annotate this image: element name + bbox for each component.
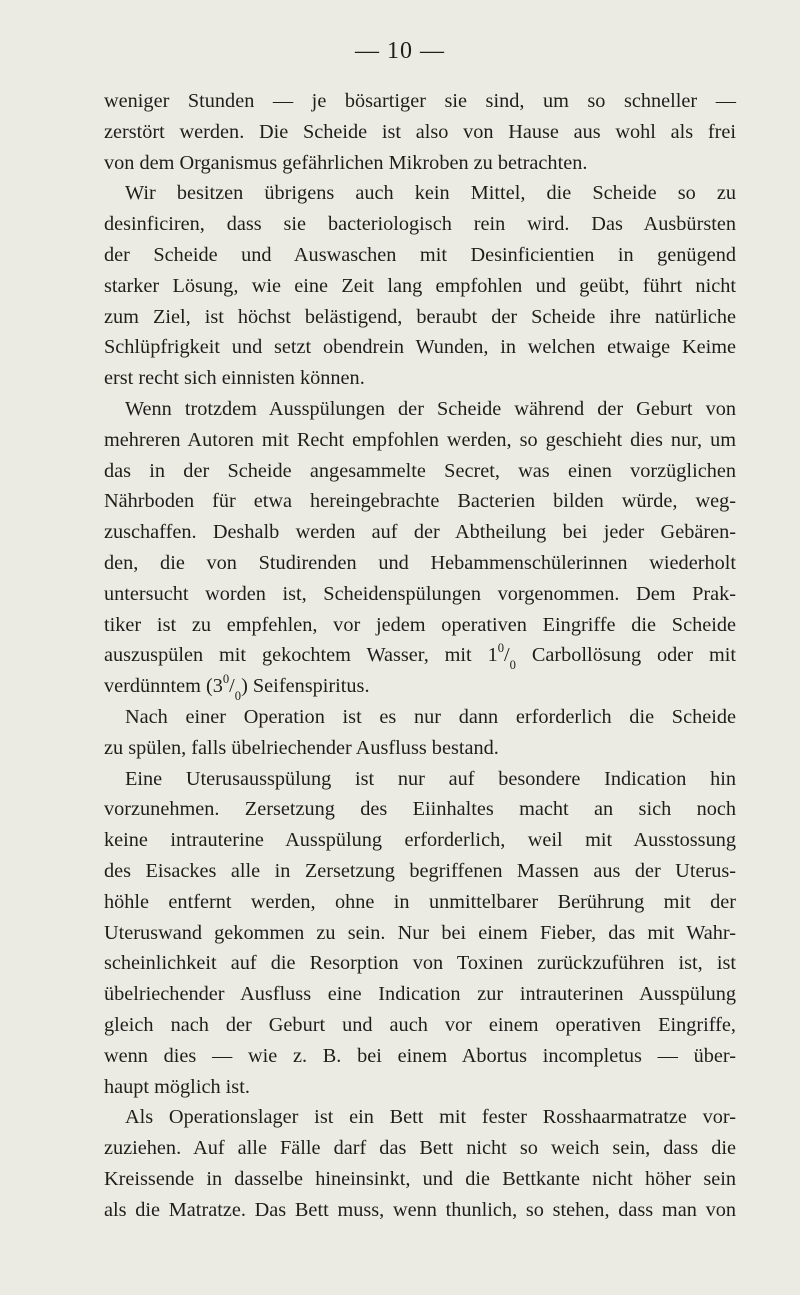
text-line: Kreissende in dasselbe hineinsinkt, und die Bettkante nicht höher sein (104, 1167, 736, 1190)
text-line: übelriechender Ausfluss eine Indication zur intrauterinen Ausspülung (104, 983, 736, 1006)
text-line: Eine Uterusausspülung ist nur auf besondere Indication hin (125, 767, 736, 790)
text-line: Schlüpfrigkeit und setzt obendrein Wunden, in welchen etwaige Keime (104, 336, 736, 359)
page-number: — 10 — (355, 38, 445, 64)
percent-sub: 0 (234, 688, 242, 703)
percent-slash: / (504, 644, 510, 667)
text-fragment: auszuspülen mit gekochtem Wasser, mit 1 (104, 644, 498, 667)
percent-sub: 0 (509, 657, 516, 672)
text-line-percent-2 (104, 671, 736, 702)
text-line: zerstört werden. Die Scheide ist also von Hause aus wohl als frei (104, 120, 736, 143)
text-line: Wenn trotzdem Ausspülungen der Scheide während der Geburt von (125, 397, 736, 420)
text-line: höhle entfernt werden, ohne in unmittelbarer Berührung mit der (104, 890, 736, 913)
percent-sup: 0 (497, 640, 505, 655)
text-fragment: Carbollösung oder mit (515, 644, 736, 667)
text-line: haupt möglich ist. (104, 1075, 250, 1098)
text-fragment: verdünntem (3 (104, 675, 223, 698)
text-line: zuziehen. Auf alle Fälle darf das Bett nicht so weich sein, dass die (104, 1137, 736, 1160)
text-line: von dem Organismus gefährlichen Mikroben zu betrachten. (104, 151, 588, 174)
body-text (104, 86, 736, 1225)
text-line: Als Operationslager ist ein Bett mit fester Rosshaarmatratze vor- (125, 1106, 736, 1129)
text-line: starker Lösung, wie eine Zeit lang empfohlen und geübt, führt nicht (104, 274, 736, 297)
text-line: zum Ziel, ist höchst belästigend, beraubt der Scheide ihre natürliche (104, 305, 736, 328)
text-line: keine intrauterine Ausspülung erforderlich, weil mit Ausstossung (104, 829, 736, 852)
text-line: erst recht sich einnisten können. (104, 367, 365, 390)
text-line: zu spülen, falls übelriechender Ausfluss bestand. (104, 736, 499, 759)
text-line: gleich nach der Geburt und auch vor einem operativen Eingriffe, (104, 1013, 736, 1036)
percent-slash: / (229, 675, 235, 698)
text-line: untersucht worden ist, Scheidenspülungen vorgenommen. Dem Prak- (104, 582, 736, 605)
text-line: des Eisackes alle in Zersetzung begriffenen Massen aus der Uterus- (104, 859, 736, 882)
text-line: Nährboden für etwa hereingebrachte Bacterien bilden würde, weg- (104, 490, 736, 513)
percent-sup: 0 (222, 671, 230, 686)
text-line: Uteruswand gekommen zu sein. Nur bei einem Fieber, das mit Wahr- (104, 921, 736, 944)
text-line: zuschaffen. Deshalb werden auf der Abtheilung bei jeder Gebären- (104, 521, 736, 544)
text-line: den, die von Studirenden und Hebammenschülerinnen wiederholt (104, 551, 736, 574)
text-line: wenn dies — wie z. B. bei einem Abortus incompletus — über- (104, 1044, 736, 1067)
text-line: Wir besitzen übrigens auch kein Mittel, die Scheide so zu (125, 182, 736, 205)
text-line: desinficiren, dass sie bacteriologisch rein wird. Das Ausbürsten (104, 213, 736, 236)
text-line: weniger Stunden — je bösartiger sie sind, um so schneller — (104, 90, 736, 112)
text-line: mehreren Autoren mit Recht empfohlen werden, so geschieht dies nur, um (104, 428, 736, 451)
text-fragment: ) Seifenspiritus. (241, 675, 370, 698)
text-line: tiker ist zu empfehlen, vor jedem operativen Eingriffe die Scheide (104, 613, 736, 636)
text-line: der Scheide und Auswaschen mit Desinficientien in genügend (104, 243, 736, 266)
text-line: Nach einer Operation ist es nur dann erforderlich die Scheide (125, 705, 736, 728)
text-line: das in der Scheide angesammelte Secret, was einen vorzüglichen (104, 459, 736, 482)
text-line: als die Matratze. Das Bett muss, wenn thunlich, so stehen, dass man von (104, 1198, 736, 1221)
text-line: scheinlichkeit auf die Resorption von Toxinen zurückzuführen ist, ist (104, 952, 736, 975)
text-line-percent-1 (104, 640, 736, 671)
text-line: vorzunehmen. Zersetzung des Eiinhaltes macht an sich noch (104, 798, 736, 821)
